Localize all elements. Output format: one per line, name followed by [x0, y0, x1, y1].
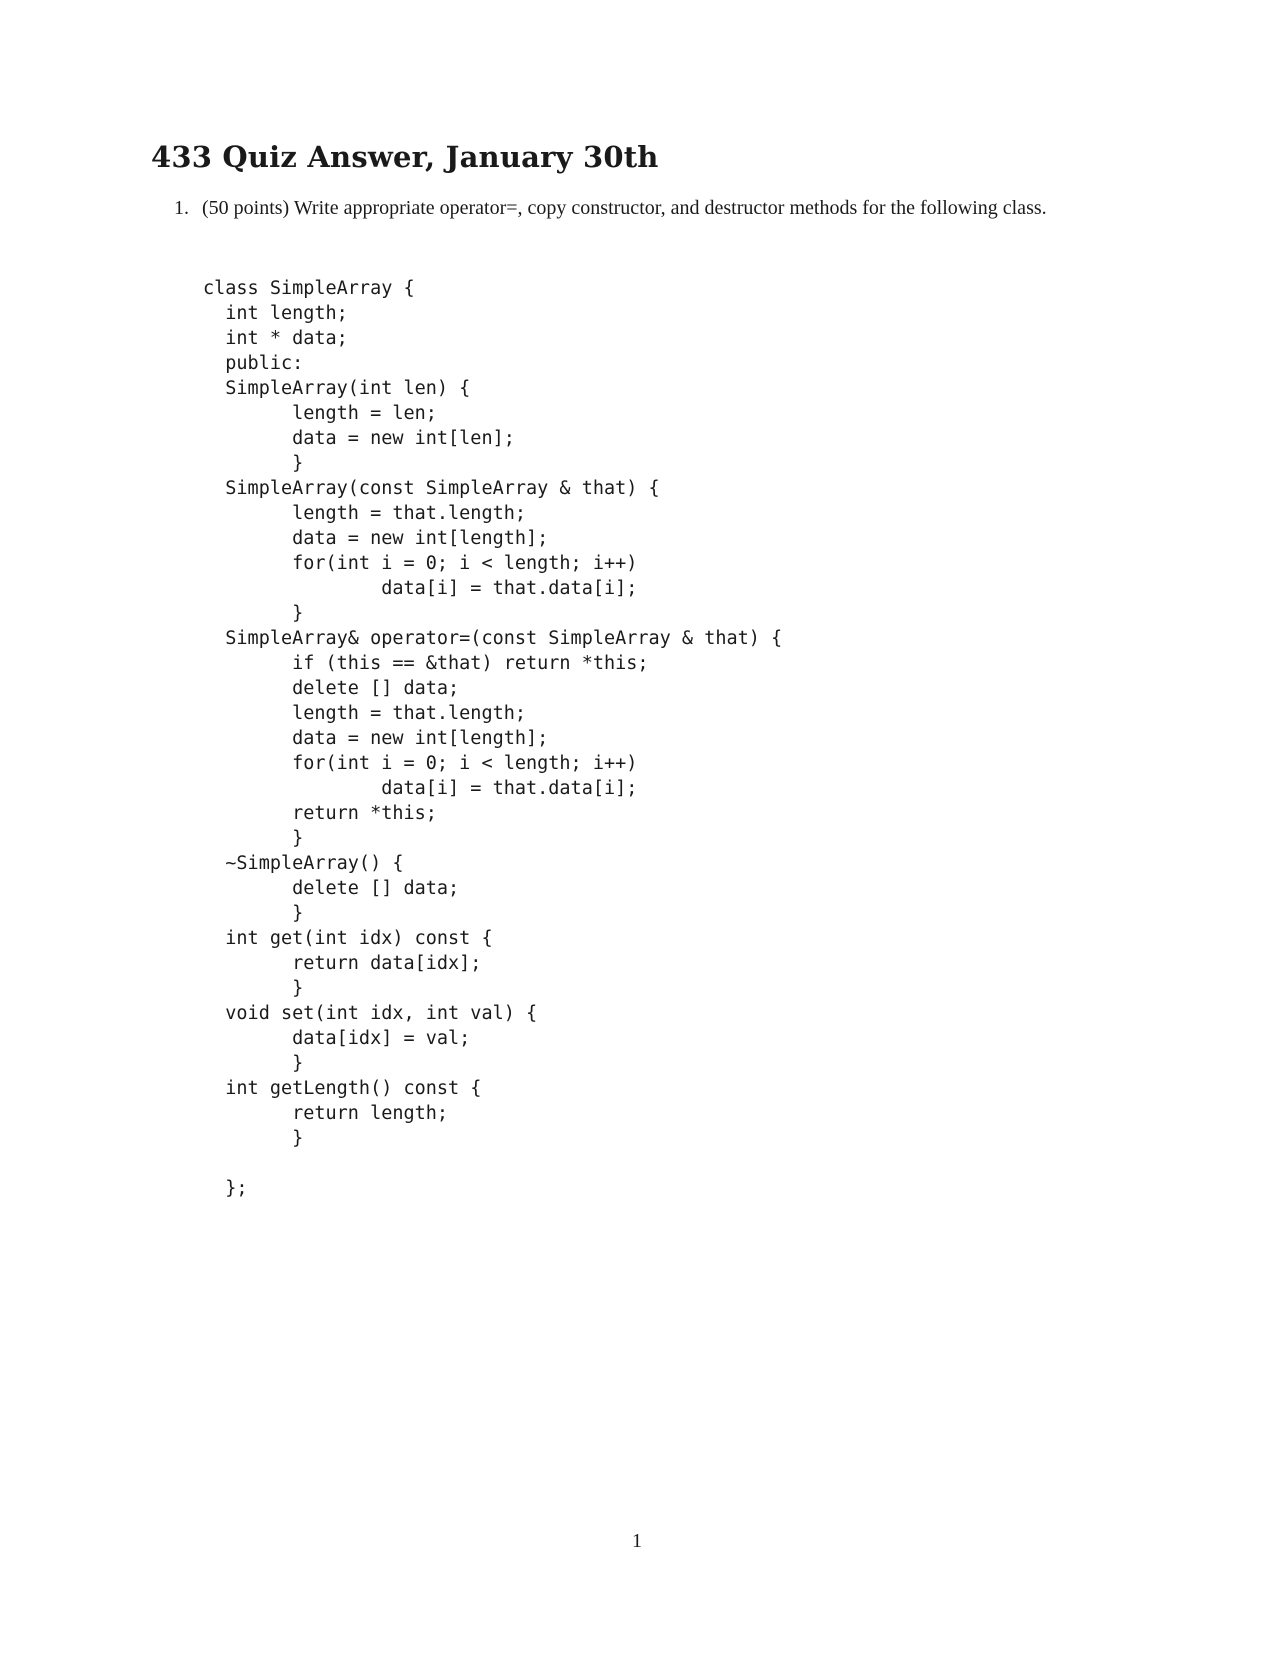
- code-line: SimpleArray(const SimpleArray & that) {: [203, 478, 660, 499]
- code-line: SimpleArray& operator=(const SimpleArray & that) {: [203, 628, 783, 649]
- code-line: }: [203, 603, 304, 624]
- code-line: return data[idx];: [203, 953, 482, 974]
- code-line: delete [] data;: [203, 678, 460, 699]
- code-line: data[i] = that.data[i];: [203, 578, 638, 599]
- code-line: if (this == &that) return *this;: [203, 653, 649, 674]
- code-line: data = new int[length];: [203, 728, 549, 749]
- code-line: };: [203, 1178, 248, 1199]
- code-line: int length;: [203, 303, 348, 324]
- code-line: data[idx] = val;: [203, 1028, 471, 1049]
- code-line: [203, 1151, 782, 1176]
- code-line: SimpleArray(int len) {: [203, 378, 471, 399]
- page-title: 433 Quiz Answer, January 30th: [151, 140, 659, 174]
- code-line: data = new int[length];: [203, 528, 549, 549]
- code-line: }: [203, 903, 304, 924]
- code-line: }: [203, 453, 304, 474]
- code-line: void set(int idx, int val) {: [203, 1003, 538, 1024]
- code-line: data[i] = that.data[i];: [203, 778, 638, 799]
- code-line: data = new int[len];: [203, 428, 515, 449]
- code-line: int get(int idx) const {: [203, 928, 493, 949]
- code-line: class SimpleArray {: [203, 278, 415, 299]
- code-line: ~SimpleArray() {: [203, 853, 404, 874]
- page-number: 1: [632, 1530, 642, 1552]
- question-1: [174, 196, 1134, 221]
- code-line: }: [203, 1053, 304, 1074]
- code-line: for(int i = 0; i < length; i++): [203, 553, 638, 574]
- question-number: 1.: [174, 197, 189, 219]
- code-line: return length;: [203, 1103, 449, 1124]
- code-line: int getLength() const {: [203, 1078, 482, 1099]
- code-line: delete [] data;: [203, 878, 460, 899]
- code-line: length = that.length;: [203, 703, 527, 724]
- code-line: public:: [203, 353, 304, 374]
- code-line: length = that.length;: [203, 503, 527, 524]
- code-line: }: [203, 1128, 304, 1149]
- code-line: return *this;: [203, 803, 437, 824]
- code-line: }: [203, 828, 304, 849]
- code-line: for(int i = 0; i < length; i++): [203, 753, 638, 774]
- code-line: length = len;: [203, 403, 437, 424]
- question-text: (50 points) Write appropriate operator=, copy constructor, and destructor methods for the following class.: [202, 197, 1047, 219]
- code-listing: [203, 276, 782, 1201]
- code-line: int * data;: [203, 328, 348, 349]
- code-line: }: [203, 978, 304, 999]
